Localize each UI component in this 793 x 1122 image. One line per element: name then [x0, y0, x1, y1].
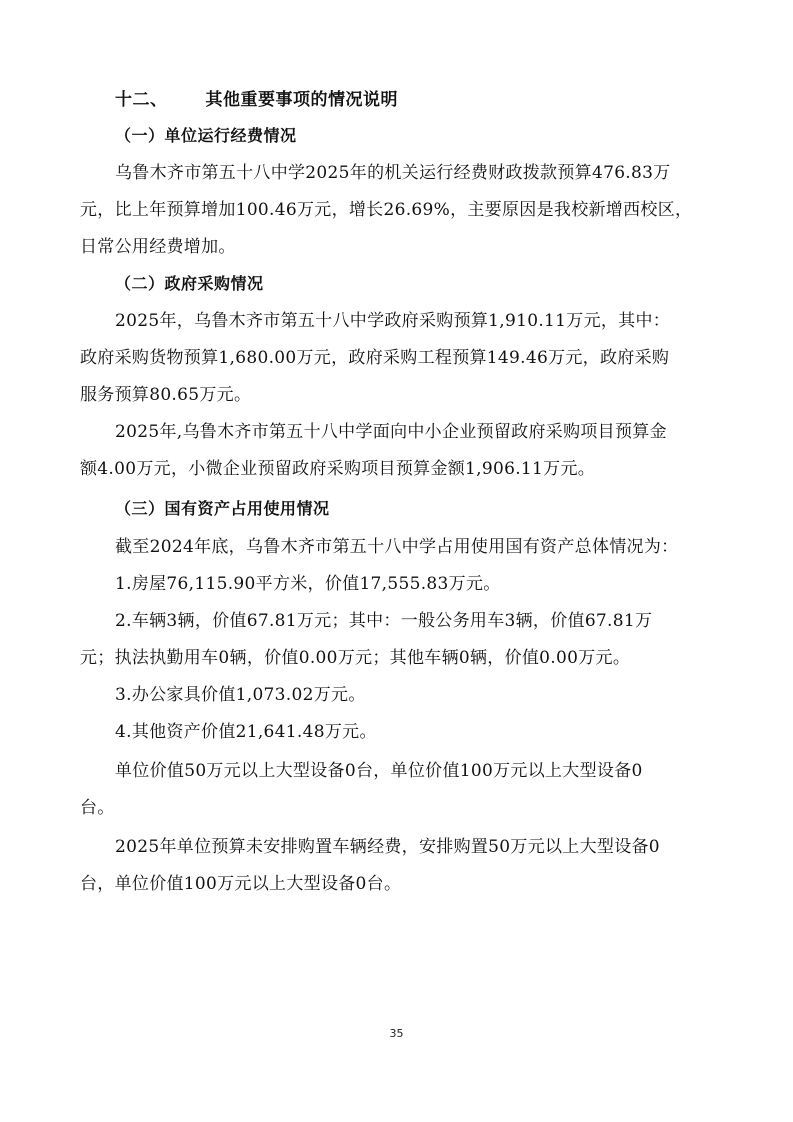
section-heading [115, 82, 720, 118]
paragraph-line: 额4.00万元，小微企业预留政府采购项目预算金额1,906.11万元。 [80, 459, 596, 479]
paragraph-line: 2025年，乌鲁木齐市第五十八中学政府采购预算1,910.11万元，其中： [115, 311, 671, 331]
subsection-heading-1: （一）单位运行经费情况 [115, 126, 297, 145]
paragraph-line: 单位价值50万元以上大型设备0台，单位价值100万元以上大型设备0 [115, 761, 643, 781]
paragraph-line: 乌鲁木齐市第五十八中学2025年的机关运行经费财政拨款预算476.83万 [115, 163, 671, 183]
page-number: 35 [389, 1027, 404, 1040]
paragraph-line: 截至2024年底，乌鲁木齐市第五十八中学占用使用国有资产总体情况为： [115, 537, 679, 557]
section-number: 十二、 [115, 90, 168, 110]
paragraph-line: 2025年,乌鲁木齐市第五十八中学面向中小企业预留政府采购项目预算金 [115, 422, 667, 442]
paragraph-line: 台，单位价值100万元以上大型设备0台。 [80, 874, 402, 894]
list-item: 4.其他资产价值21,641.48万元。 [115, 722, 377, 742]
paragraph-line: 2025年单位预算未安排购置车辆经费，安排购置50万元以上大型设备0 [115, 837, 660, 857]
subsection-heading-2: （二）政府采购情况 [115, 274, 264, 293]
paragraph-line: 台。 [80, 798, 115, 818]
list-item: 1.房屋76,115.90平方米，价值17,555.83万元。 [115, 574, 501, 594]
list-item: 3.办公家具价值1,073.02万元。 [115, 685, 366, 705]
paragraph-line: 服务预算80.65万元。 [80, 385, 252, 405]
list-item-continuation: 元；执法执勤用车0辆，价值0.00万元；其他车辆0辆，价值0.00万元。 [80, 648, 631, 668]
paragraph-line: 元，比上年预算增加100.46万元，增长26.69%，主要原因是我校新增西校区， [80, 200, 693, 220]
section-title: 其他重要事项的情况说明 [205, 90, 398, 110]
subsection-heading-3: （三）国有资产占用使用情况 [115, 499, 330, 518]
list-item: 2.车辆3辆，价值67.81万元；其中：一般公务用车3辆，价值67.81万 [115, 611, 653, 631]
paragraph-line: 日常公用经费增加。 [80, 237, 236, 257]
paragraph-line: 政府采购货物预算1,680.00万元，政府采购工程预算149.46万元，政府采购 [80, 348, 670, 368]
